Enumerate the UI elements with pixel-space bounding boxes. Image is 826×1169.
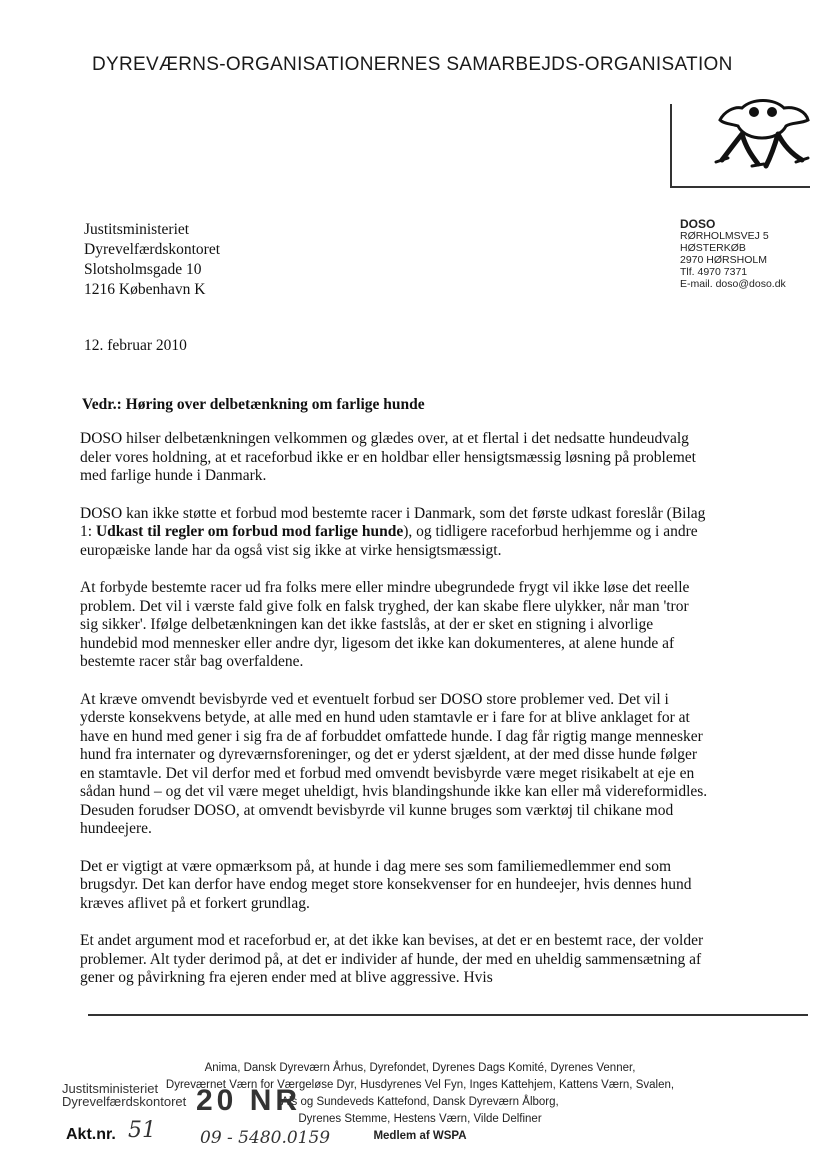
paragraph-text: ), og tidligere raceforbud herhjemme og i andre europæiske lande har da også vist sig ikke at virke hensigtsmæssigt. (80, 523, 698, 559)
body-paragraph (80, 505, 710, 561)
recipient-line: Dyrevelfærdskontoret (84, 241, 221, 258)
sender-line: HØSTERKØB (680, 242, 746, 254)
received-stamp (62, 1082, 186, 1108)
letter-body (80, 430, 710, 1007)
letter-subject: Vedr.: Høring over delbetænkning om farlige hunde (82, 396, 425, 413)
recipient-address (84, 220, 220, 300)
stamp-number: 20 NR (196, 1084, 302, 1117)
paragraph-text: DOSO kan ikke støtte et forbud mod bestemte racer i Danmark, som det første udkast foreslår (Bilag 1: (80, 504, 706, 540)
journal-number: 09 - 5480.0159 (200, 1128, 331, 1148)
member-line: Anima, Dansk Dyreværn Århus, Dyrefondet, Dyrenes Dags Komité, Dyrenes Venner, (204, 1062, 636, 1074)
frog-logo-icon (712, 94, 812, 174)
body-paragraph: Det er vigtigt at være opmærksom på, at hunde i dag mere ses som familiemedlemmer end som brugsdyr. Det kan derfor have endog meget store konsekvenser for en hundeejer, hvis dennes hund kræves aflivet på et forkert grundlag. (80, 857, 692, 912)
stamp-line: Justitsministeriet (62, 1081, 159, 1096)
letter-date: 12. februar 2010 (84, 337, 187, 354)
member-line: Als og Sundeveds Kattefond, Dansk Dyreværn Ålborg, (281, 1096, 559, 1108)
body-paragraph: At forbyde bestemte racer ud fra folks mere eller mindre ubegrundede frygt vil ikke løse det reelle problem. Det vil i værste fald give folk en falsk tryghed, der kan skabe flere ulykker, når man 'tror sig sikker'. Ifølge delbetænkningen kan det ikke fastslås, at der er sket en stigning i alvorlige hundebid mod mennesker eller andre dyr, ligesom det ikke kan dokumenteres, at alene hunde af bestemte racer står bag overfaldene. (80, 579, 690, 670)
body-paragraph: DOSO hilser delbetænkningen velkommen og glædes over, at et flertal i det nedsatte hundeudvalg deler vores holdning, at et raceforbud ikke er en holdbar eller hensigtsmæssig løsning på problemet med farlige hunde i Danmark. (80, 430, 696, 484)
body-paragraph: At kræve omvendt bevisbyrde ved et eventuelt forbud ser DOSO store problemer ved. Det vil i yderste konsekvens betyde, at alle med en hund uden stamtavle er i fare for at blive anklaget for at have en hund med gener i sig fra de af forbuddet omfattede hunde. I dag får rigtig mange mennesker hund fra internater og dyreværnsforeninger, og det er yderst sjældent, at der med disse hunde følger en stamtavle. Det vil derfor med et forbud med omvendt bevisbyrde være meget risikabelt at eje en sådan hund – og det vil være meget uheldigt, hvis blandingshunde ikke kan eller må videreformidles. Desuden forudser DOSO, at omvendt bevisbyrde vil kunne bruges som værktøj til chikane mod hundeejere. (80, 690, 708, 837)
footer-divider (88, 1014, 808, 1016)
sender-name: DOSO (680, 217, 716, 231)
member-line: Dyreværnet Værn for Værgeløse Dyr, Husdyrenes Vel Fyn, Inges Kattehjem, Kattens Værn, Svalen, (165, 1079, 675, 1091)
recipient-line: 1216 København K (84, 281, 206, 298)
recipient-line: Slotsholmsgade 10 (84, 261, 202, 278)
akt-label: Akt.nr. (66, 1126, 116, 1143)
body-paragraph: Et andet argument mod et raceforbud er, at det ikke kan bevises, at det er en bestemt race, der volder problemer. Alt tyder derimod på, at det er individer af hunde, der med en uheldig sammensætning af gener og påvirkning fra ejeren ender med at blive aggressive. Hvis (80, 932, 704, 986)
member-line: Dyrenes Stemme, Hestens Værn, Vilde Delfiner (298, 1113, 542, 1125)
organization-title: DYREVÆRNS-ORGANISATIONERNES SAMARBEJDS-ORGANISATION (92, 54, 733, 75)
sender-address (680, 218, 786, 290)
sender-line: 2970 HØRSHOLM (680, 254, 767, 266)
wspa-membership: Medlem af WSPA (373, 1130, 467, 1142)
sender-line: Tlf. 4970 7371 (680, 266, 748, 278)
sender-line: RØRHOLMSVEJ 5 (680, 230, 769, 242)
stamp-line: Dyrevelfærdskontoret (62, 1094, 187, 1109)
header-divider-horizontal (670, 186, 810, 188)
attachment-title: Udkast til regler om forbud mod farlige hunde (95, 523, 404, 540)
recipient-line: Justitsministeriet (84, 221, 190, 238)
sender-email: E-mail. doso@doso.dk (680, 278, 786, 290)
header-divider-vertical (670, 104, 672, 186)
akt-number: 51 (128, 1118, 156, 1143)
